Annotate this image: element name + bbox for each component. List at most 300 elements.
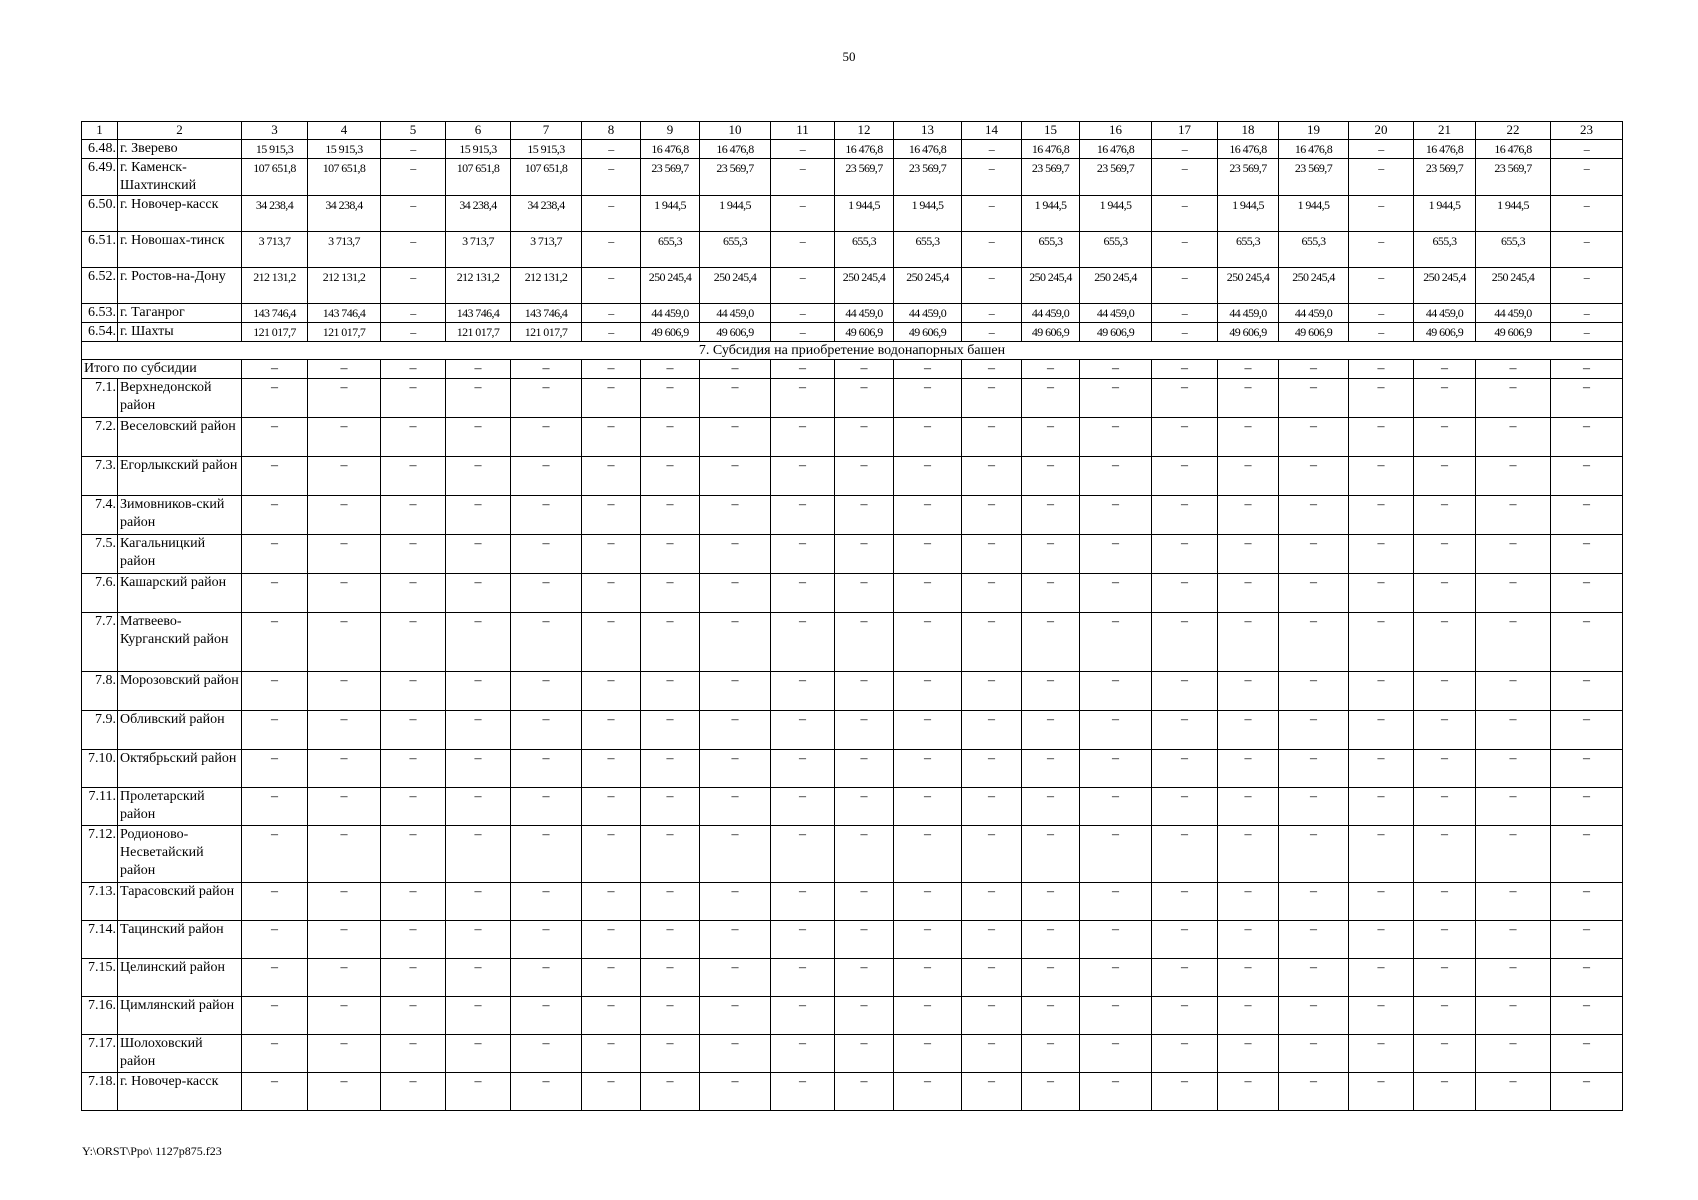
dash-cell: – [1279,1035,1349,1073]
dash-cell: – [1349,750,1414,788]
value-cell: – [771,196,835,232]
dash-cell: – [1279,418,1349,457]
dash-cell: – [1476,1073,1551,1111]
dash-cell: – [1476,574,1551,613]
dash-cell: – [1218,535,1279,574]
column-number: 11 [771,122,835,140]
dash-cell: – [1551,496,1623,535]
table-row [82,959,1623,997]
dash-cell: – [1279,826,1349,883]
dash-cell: – [894,750,962,788]
value-cell: – [1152,304,1218,323]
dash-cell: – [1022,711,1080,750]
column-number: 16 [1080,122,1152,140]
column-number: 18 [1218,122,1279,140]
dash-cell: – [511,535,582,574]
dash-cell: – [1279,711,1349,750]
dash-cell: – [1080,379,1152,418]
column-number: 10 [700,122,771,140]
row-name: г. Новошах-тинск [118,232,242,268]
value-cell: 212 131,2 [446,268,511,304]
row-number: 6.50. [82,196,118,232]
dash-cell: – [242,1035,308,1073]
dash-cell: – [1080,921,1152,959]
dash-cell: – [1218,379,1279,418]
dash-cell: – [1218,418,1279,457]
dash-cell: – [894,997,962,1035]
column-number: 22 [1476,122,1551,140]
value-cell: – [381,304,446,323]
value-cell: 121 017,7 [242,323,308,342]
value-cell: 23 569,7 [700,159,771,196]
dash-cell: – [835,535,894,574]
dash-cell: – [1152,379,1218,418]
dash-cell: – [308,457,381,496]
dash-cell: – [1476,959,1551,997]
dash-cell: – [1022,672,1080,711]
dash-cell: – [835,418,894,457]
dash-cell: – [1022,959,1080,997]
value-cell: – [1152,159,1218,196]
dash-cell: – [308,883,381,921]
dash-cell: – [641,496,700,535]
dash-cell: – [1349,826,1414,883]
value-cell: 44 459,0 [1022,304,1080,323]
value-cell: 44 459,0 [700,304,771,323]
value-cell: 44 459,0 [894,304,962,323]
row-number: 7.18. [82,1073,118,1111]
dash-cell: – [242,535,308,574]
value-cell: – [1152,323,1218,342]
dash-cell: – [1414,959,1476,997]
row-name: Морозовский район [118,672,242,711]
value-cell: 23 569,7 [641,159,700,196]
column-number: 14 [962,122,1022,140]
value-cell: – [381,232,446,268]
dash-cell: – [1152,574,1218,613]
dash-cell: – [1080,750,1152,788]
row-name: Матвеево-Курганский район [118,613,242,672]
dash-cell: – [641,672,700,711]
dash-cell: – [446,535,511,574]
dash-cell: – [381,826,446,883]
dash-cell: – [1152,788,1218,826]
dash-cell: – [582,574,641,613]
dash-cell: – [1080,883,1152,921]
dash-cell: – [511,379,582,418]
value-cell: – [1349,268,1414,304]
dash-cell: – [771,457,835,496]
value-cell: 655,3 [894,232,962,268]
dash-cell: – [894,496,962,535]
dash-cell: – [1022,921,1080,959]
dash-cell: – [582,457,641,496]
row-name: Верхнедонской район [118,379,242,418]
dash-cell: – [1551,788,1623,826]
row-number: 6.51. [82,232,118,268]
dash-cell: – [381,711,446,750]
dash-cell: – [242,959,308,997]
dash-cell: – [582,711,641,750]
dash-cell: – [308,418,381,457]
dash-cell: – [1279,788,1349,826]
dash-cell: – [511,750,582,788]
dash-cell: – [511,672,582,711]
dash-cell: – [1022,613,1080,672]
dash-cell: – [641,360,700,379]
dash-cell: – [308,379,381,418]
dash-cell: – [1218,496,1279,535]
dash-cell: – [771,1035,835,1073]
dash-cell: – [308,959,381,997]
dash-cell: – [835,997,894,1035]
column-number: 19 [1279,122,1349,140]
dash-cell: – [1022,997,1080,1035]
dash-cell: – [242,496,308,535]
dash-cell: – [1551,959,1623,997]
dash-cell: – [381,496,446,535]
dash-cell: – [641,1035,700,1073]
dash-cell: – [1476,788,1551,826]
dash-cell: – [962,379,1022,418]
value-cell: 107 651,8 [242,159,308,196]
dash-cell: – [511,711,582,750]
dash-cell: – [835,672,894,711]
value-cell: – [771,323,835,342]
dash-cell: – [1022,826,1080,883]
value-cell: – [771,232,835,268]
dash-cell: – [381,574,446,613]
table-row [82,1035,1623,1073]
dash-cell: – [1279,496,1349,535]
value-cell: 250 245,4 [835,268,894,304]
table-row [82,711,1623,750]
dash-cell: – [1152,959,1218,997]
dash-cell: – [1414,672,1476,711]
value-cell: 655,3 [1218,232,1279,268]
dash-cell: – [835,613,894,672]
value-cell: 1 944,5 [641,196,700,232]
dash-cell: – [1022,1035,1080,1073]
value-cell: – [962,232,1022,268]
value-cell: – [1551,159,1623,196]
dash-cell: – [1349,418,1414,457]
dash-cell: – [381,1073,446,1111]
dash-cell: – [381,613,446,672]
row-number: 7.5. [82,535,118,574]
dash-cell: – [582,672,641,711]
dash-cell: – [446,457,511,496]
dash-cell: – [1476,379,1551,418]
table-row [82,1073,1623,1111]
dash-cell: – [894,574,962,613]
table-row [82,826,1623,883]
value-cell: 143 746,4 [242,304,308,323]
value-cell: 250 245,4 [1279,268,1349,304]
row-number: 6.52. [82,268,118,304]
table-row [82,379,1623,418]
dash-cell: – [1279,360,1349,379]
value-cell: 1 944,5 [1279,196,1349,232]
dash-cell: – [771,496,835,535]
value-cell: 49 606,9 [641,323,700,342]
row-name: Зимовников-ский район [118,496,242,535]
column-number: 15 [1022,122,1080,140]
value-cell: 655,3 [1279,232,1349,268]
value-cell: 250 245,4 [1022,268,1080,304]
dash-cell: – [511,574,582,613]
dash-cell: – [242,379,308,418]
table-row [82,672,1623,711]
dash-cell: – [308,750,381,788]
row-number: 7.17. [82,1035,118,1073]
table-row [82,535,1623,574]
row-number: 7.4. [82,496,118,535]
dash-cell: – [1349,959,1414,997]
dash-cell: – [446,1073,511,1111]
value-cell: – [1152,140,1218,159]
dash-cell: – [700,750,771,788]
dash-cell: – [1476,360,1551,379]
dash-cell: – [962,360,1022,379]
dash-cell: – [1551,457,1623,496]
dash-cell: – [446,883,511,921]
column-number-row [82,122,1623,140]
column-number: 5 [381,122,446,140]
dash-cell: – [511,1073,582,1111]
value-cell: – [582,140,641,159]
dash-cell: – [894,826,962,883]
table-row [82,883,1623,921]
dash-cell: – [446,788,511,826]
value-cell: – [771,268,835,304]
dash-cell: – [1551,672,1623,711]
value-cell: 121 017,7 [446,323,511,342]
dash-cell: – [1152,672,1218,711]
value-cell: 1 944,5 [894,196,962,232]
dash-cell: – [1349,883,1414,921]
dash-cell: – [511,883,582,921]
dash-cell: – [1414,613,1476,672]
dash-cell: – [242,418,308,457]
dash-cell: – [1349,997,1414,1035]
dash-cell: – [242,921,308,959]
dash-cell: – [582,1073,641,1111]
dash-cell: – [1080,360,1152,379]
value-cell: 34 238,4 [242,196,308,232]
dash-cell: – [242,613,308,672]
dash-cell: – [242,360,308,379]
value-cell: – [1551,232,1623,268]
dash-cell: – [511,360,582,379]
value-cell: – [381,140,446,159]
dash-cell: – [1022,457,1080,496]
value-cell: 49 606,9 [1218,323,1279,342]
column-number: 1 [82,122,118,140]
dash-cell: – [1218,711,1279,750]
dash-cell: – [641,788,700,826]
dash-cell: – [894,1035,962,1073]
dash-cell: – [771,613,835,672]
dash-cell: – [381,672,446,711]
dash-cell: – [1022,360,1080,379]
table-row [82,418,1623,457]
dash-cell: – [641,921,700,959]
table-body [82,122,1623,1111]
row-number: 7.1. [82,379,118,418]
column-number: 13 [894,122,962,140]
row-name: Обливский район [118,711,242,750]
value-cell: 250 245,4 [894,268,962,304]
table-row [82,159,1623,196]
row-number: 7.9. [82,711,118,750]
value-cell: – [962,268,1022,304]
dash-cell: – [1218,826,1279,883]
dash-cell: – [582,496,641,535]
dash-cell: – [1551,826,1623,883]
dash-cell: – [1551,535,1623,574]
value-cell: 212 131,2 [308,268,381,304]
value-cell: – [381,268,446,304]
value-cell: 15 915,3 [511,140,582,159]
dash-cell: – [1152,360,1218,379]
dash-cell: – [700,379,771,418]
value-cell: 1 944,5 [1080,196,1152,232]
table-row [82,496,1623,535]
dash-cell: – [835,360,894,379]
dash-cell: – [582,883,641,921]
dash-cell: – [1349,1035,1414,1073]
dash-cell: – [1414,826,1476,883]
value-cell: 655,3 [641,232,700,268]
value-cell: 23 569,7 [1414,159,1476,196]
value-cell: 16 476,8 [1022,140,1080,159]
dash-cell: – [962,959,1022,997]
dash-cell: – [1022,418,1080,457]
value-cell: – [962,196,1022,232]
dash-cell: – [771,788,835,826]
value-cell: – [1349,304,1414,323]
value-cell: – [962,159,1022,196]
dash-cell: – [1022,883,1080,921]
dash-cell: – [894,883,962,921]
dash-cell: – [381,750,446,788]
dash-cell: – [1551,379,1623,418]
dash-cell: – [894,535,962,574]
dash-cell: – [1152,457,1218,496]
dash-cell: – [381,457,446,496]
row-name: г. Каменск-Шахтинский [118,159,242,196]
dash-cell: – [1551,750,1623,788]
dash-cell: – [446,418,511,457]
dash-cell: – [962,418,1022,457]
dash-cell: – [771,750,835,788]
dash-cell: – [641,1073,700,1111]
row-name: Цимлянский район [118,997,242,1035]
dash-cell: – [1414,535,1476,574]
dash-cell: – [1414,997,1476,1035]
row-name: г. Новочер-касск [118,196,242,232]
dash-cell: – [641,750,700,788]
dash-cell: – [1080,496,1152,535]
dash-cell: – [1551,574,1623,613]
dash-cell: – [381,379,446,418]
dash-cell: – [1279,613,1349,672]
dash-cell: – [771,959,835,997]
dash-cell: – [582,535,641,574]
dash-cell: – [835,826,894,883]
dash-cell: – [582,613,641,672]
dash-cell: – [446,711,511,750]
table-row [82,323,1623,342]
value-cell: 49 606,9 [1414,323,1476,342]
dash-cell: – [446,959,511,997]
value-cell: – [771,304,835,323]
value-cell: 49 606,9 [1022,323,1080,342]
dash-cell: – [242,672,308,711]
value-cell: 44 459,0 [1218,304,1279,323]
dash-cell: – [1349,574,1414,613]
value-cell: 23 569,7 [1279,159,1349,196]
value-cell: 250 245,4 [1414,268,1476,304]
value-cell: 15 915,3 [308,140,381,159]
dash-cell: – [1080,613,1152,672]
section-title-row [82,342,1623,360]
dash-cell: – [962,535,1022,574]
value-cell: 1 944,5 [1476,196,1551,232]
row-number: 7.6. [82,574,118,613]
dash-cell: – [835,921,894,959]
dash-cell: – [1152,883,1218,921]
dash-cell: – [511,496,582,535]
dash-cell: – [511,1035,582,1073]
value-cell: 1 944,5 [700,196,771,232]
value-cell: 250 245,4 [1080,268,1152,304]
value-cell: 49 606,9 [1476,323,1551,342]
dash-cell: – [700,997,771,1035]
dash-cell: – [1152,418,1218,457]
section-title: 7. Субсидия на приобретение водонапорных башен [82,342,1623,360]
dash-cell: – [1476,457,1551,496]
dash-cell: – [1218,959,1279,997]
value-cell: 107 651,8 [446,159,511,196]
dash-cell: – [1152,750,1218,788]
dash-cell: – [1080,574,1152,613]
dash-cell: – [446,826,511,883]
value-cell: 44 459,0 [641,304,700,323]
dash-cell: – [1218,921,1279,959]
value-cell: 250 245,4 [641,268,700,304]
dash-cell: – [962,788,1022,826]
value-cell: – [1551,140,1623,159]
dash-cell: – [1152,535,1218,574]
column-number: 6 [446,122,511,140]
value-cell: 3 713,7 [446,232,511,268]
dash-cell: – [308,613,381,672]
row-number: 7.15. [82,959,118,997]
dash-cell: – [700,672,771,711]
value-cell: – [1551,304,1623,323]
row-number: 7.16. [82,997,118,1035]
dash-cell: – [381,959,446,997]
dash-cell: – [771,574,835,613]
dash-cell: – [835,379,894,418]
dash-cell: – [582,750,641,788]
dash-cell: – [1349,613,1414,672]
dash-cell: – [962,826,1022,883]
value-cell: 121 017,7 [308,323,381,342]
dash-cell: – [511,959,582,997]
